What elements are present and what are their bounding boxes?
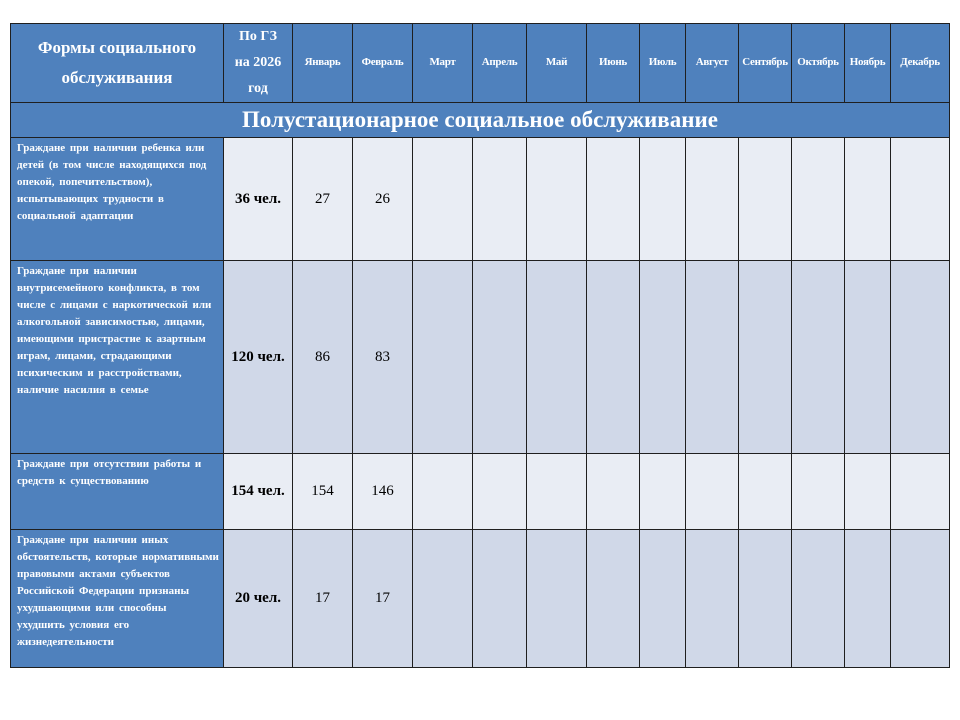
value-cell-aug	[686, 138, 739, 261]
month-header-oct: Октябрь	[792, 24, 845, 103]
value-cell-oct	[792, 138, 845, 261]
value-cell-dec	[891, 454, 950, 530]
month-header-sep: Сентябрь	[739, 24, 792, 103]
category-cell: Граждане при наличии ребенка или детей (в том числе находящихся под опекой, попечительством), испытывающих трудности в социальной адаптации	[11, 138, 224, 261]
value-cell-mar	[413, 261, 473, 454]
value-cell-aug	[686, 530, 739, 668]
value-cell-jun	[587, 261, 640, 454]
table-row	[11, 454, 950, 530]
value-cell-mar	[413, 138, 473, 261]
section-row	[11, 103, 950, 138]
value-cell-jan: 27	[293, 138, 353, 261]
value-cell-sep	[739, 530, 792, 668]
value-cell-apr	[473, 261, 527, 454]
value-cell-aug	[686, 261, 739, 454]
value-cell-feb: 26	[353, 138, 413, 261]
gz-header-line2: на 2026 год	[234, 55, 282, 96]
value-cell-sep	[739, 138, 792, 261]
value-cell-jun	[587, 530, 640, 668]
value-cell-oct	[792, 261, 845, 454]
header-row	[11, 24, 950, 103]
value-cell-jul	[640, 138, 686, 261]
value-cell-jan: 154	[293, 454, 353, 530]
value-cell-apr	[473, 530, 527, 668]
value-cell-may	[527, 138, 587, 261]
value-cell-jul	[640, 530, 686, 668]
value-cell-nov	[845, 261, 891, 454]
month-header-jan: Январь	[293, 24, 353, 103]
value-cell-jun	[587, 454, 640, 530]
category-cell: Граждане при отсутствии работы и средств к существованию	[11, 454, 224, 530]
value-cell-mar	[413, 454, 473, 530]
category-cell: Граждане при наличии внутрисемейного конфликта, в том числе с лицами с наркотической или алкогольной зависимостью, лицами, имеющими пристрастие к азартным играм, лицами, страдающими психическим и расстройствами, наличие насилия в семье	[11, 261, 224, 454]
table-row	[11, 261, 950, 454]
social-services-table	[10, 23, 950, 668]
month-header-may: Май	[527, 24, 587, 103]
value-cell-apr	[473, 454, 527, 530]
value-cell-may	[527, 454, 587, 530]
value-cell-may	[527, 530, 587, 668]
value-cell-oct	[792, 454, 845, 530]
forms-header: Формы социального обслуживания	[11, 24, 224, 103]
value-cell-nov	[845, 454, 891, 530]
value-cell-sep	[739, 261, 792, 454]
value-cell-jul	[640, 261, 686, 454]
month-header-nov: Ноябрь	[845, 24, 891, 103]
value-cell-jan: 86	[293, 261, 353, 454]
gz-value-cell: 154 чел.	[224, 454, 293, 530]
month-header-jul: Июль	[640, 24, 686, 103]
value-cell-nov	[845, 138, 891, 261]
value-cell-mar	[413, 530, 473, 668]
gz-header-line1: По ГЗ	[238, 29, 278, 44]
gz-header	[224, 24, 293, 103]
value-cell-dec	[891, 261, 950, 454]
value-cell-aug	[686, 454, 739, 530]
gz-value-cell: 20 чел.	[224, 530, 293, 668]
month-header-jun: Июнь	[587, 24, 640, 103]
value-cell-dec	[891, 530, 950, 668]
month-header-feb: Февраль	[353, 24, 413, 103]
gz-value-cell: 36 чел.	[224, 138, 293, 261]
month-header-apr: Апрель	[473, 24, 527, 103]
value-cell-feb: 17	[353, 530, 413, 668]
value-cell-oct	[792, 530, 845, 668]
table-row	[11, 530, 950, 668]
value-cell-feb: 146	[353, 454, 413, 530]
value-cell-sep	[739, 454, 792, 530]
month-header-mar: Март	[413, 24, 473, 103]
month-header-dec: Декабрь	[891, 24, 950, 103]
value-cell-jun	[587, 138, 640, 261]
value-cell-dec	[891, 138, 950, 261]
value-cell-apr	[473, 138, 527, 261]
value-cell-jan: 17	[293, 530, 353, 668]
value-cell-feb: 83	[353, 261, 413, 454]
value-cell-jul	[640, 454, 686, 530]
gz-value-cell: 120 чел.	[224, 261, 293, 454]
month-header-aug: Август	[686, 24, 739, 103]
table-row	[11, 138, 950, 261]
value-cell-may	[527, 261, 587, 454]
category-cell: Граждане при наличии иных обстоятельств, которые нормативными правовыми актами субъектов Российской Федерации признаны ухудшающими или способны ухудшить условия его жизнедеятельности	[11, 530, 224, 668]
section-title: Полустационарное социальное обслуживание	[11, 103, 950, 138]
value-cell-nov	[845, 530, 891, 668]
